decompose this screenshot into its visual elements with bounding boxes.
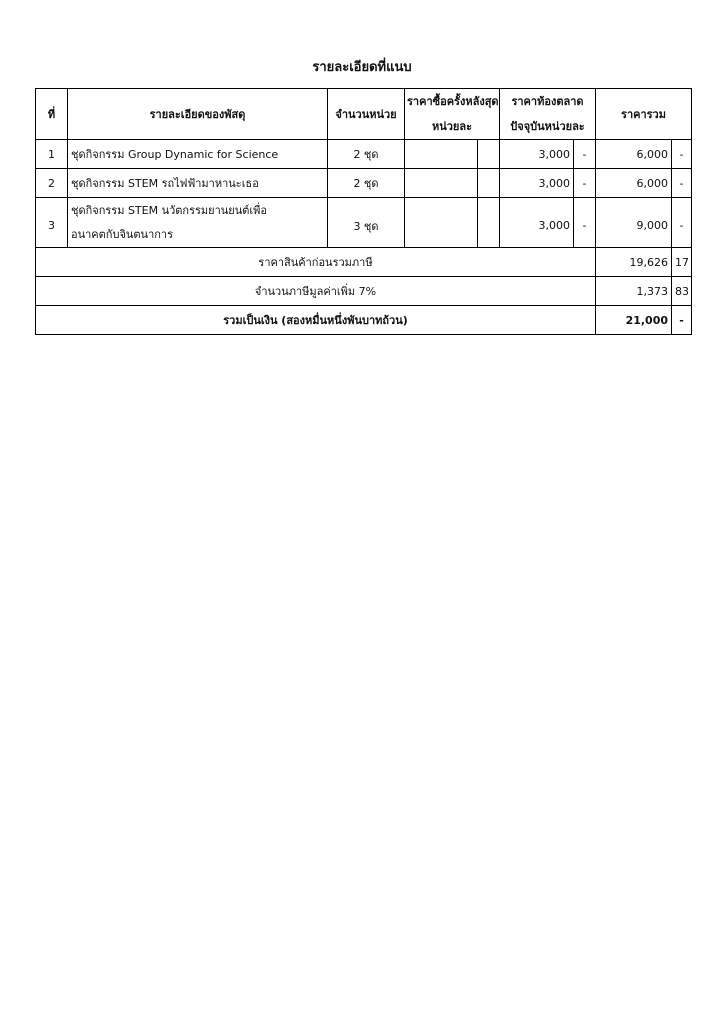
item-total-baht: 6,000 <box>596 140 672 169</box>
header-total: ราคารวม <box>596 89 692 140</box>
pre-tax-satang: 17 <box>672 248 692 277</box>
item-quantity: 3 ชุด <box>328 198 405 248</box>
grand-total-baht: 21,000 <box>596 306 672 335</box>
item-no: 2 <box>36 169 68 198</box>
item-market-price-satang: - <box>574 140 596 169</box>
summary-row-pre-tax <box>36 248 692 277</box>
page-title: รายละเอียดที่แนบ <box>312 60 412 75</box>
grand-total-satang: - <box>672 306 692 335</box>
item-description-cell <box>68 198 328 248</box>
vat-baht: 1,373 <box>596 277 672 306</box>
item-no: 3 <box>36 198 68 248</box>
item-total-satang: - <box>672 140 692 169</box>
header-market-price-line2: ปัจจุบันหน่วยละ <box>510 120 585 133</box>
header-market-price <box>500 89 596 140</box>
item-last-price-satang <box>478 169 500 198</box>
item-market-price-baht: 3,000 <box>500 198 574 248</box>
table-row <box>36 198 692 248</box>
vat-satang: 83 <box>672 277 692 306</box>
header-last-price-line2: หน่วยละ <box>431 120 473 133</box>
pre-tax-baht: 19,626 <box>596 248 672 277</box>
item-last-price-satang <box>478 140 500 169</box>
header-row <box>36 89 692 140</box>
item-last-price-baht <box>405 169 478 198</box>
item-total-satang: - <box>672 169 692 198</box>
item-market-price-satang: - <box>574 169 596 198</box>
item-description: ชุดกิจกรรม STEM รถไฟฟ้ามาหานะเธอ <box>68 169 328 198</box>
header-no: ที่ <box>36 89 68 140</box>
item-description: ชุดกิจกรรม Group Dynamic for Science <box>68 140 328 169</box>
grand-total-label: รวมเป็นเงิน (สองหมื่นหนึ่งพันบาทถ้วน) <box>36 306 596 335</box>
header-market-price-line1: ราคาท้องตลาด <box>511 95 584 108</box>
item-total-baht: 9,000 <box>596 198 672 248</box>
item-quantity: 2 ชุด <box>328 169 405 198</box>
header-last-price <box>405 89 500 140</box>
header-quantity: จำนวนหน่วย <box>328 89 405 140</box>
item-no: 1 <box>36 140 68 169</box>
item-market-price-satang: - <box>574 198 596 248</box>
header-last-price-line1: ราคาซื้อครั้งหลังสุด <box>407 95 499 108</box>
table-row <box>36 169 692 198</box>
item-last-price-baht <box>405 140 478 169</box>
item-total-satang: - <box>672 198 692 248</box>
item-last-price-satang <box>478 198 500 248</box>
table-row <box>36 140 692 169</box>
summary-row-grand-total <box>36 306 692 335</box>
item-market-price-baht: 3,000 <box>500 140 574 169</box>
item-last-price-baht <box>405 198 478 248</box>
item-description-line2: อนาคตกับจินตนาการ <box>71 228 173 241</box>
summary-row-vat <box>36 277 692 306</box>
items-table <box>35 88 692 335</box>
header-description: รายละเอียดของพัสดุ <box>68 89 328 140</box>
item-description: ชุดกิจกรรม STEM นวัตกรรมยานยนต์เพื่อ <box>71 204 268 217</box>
item-market-price-baht: 3,000 <box>500 169 574 198</box>
vat-label: จำนวนภาษีมูลค่าเพิ่ม 7% <box>36 277 596 306</box>
pre-tax-label: ราคาสินค้าก่อนรวมภาษี <box>36 248 596 277</box>
item-quantity: 2 ชุด <box>328 140 405 169</box>
item-total-baht: 6,000 <box>596 169 672 198</box>
